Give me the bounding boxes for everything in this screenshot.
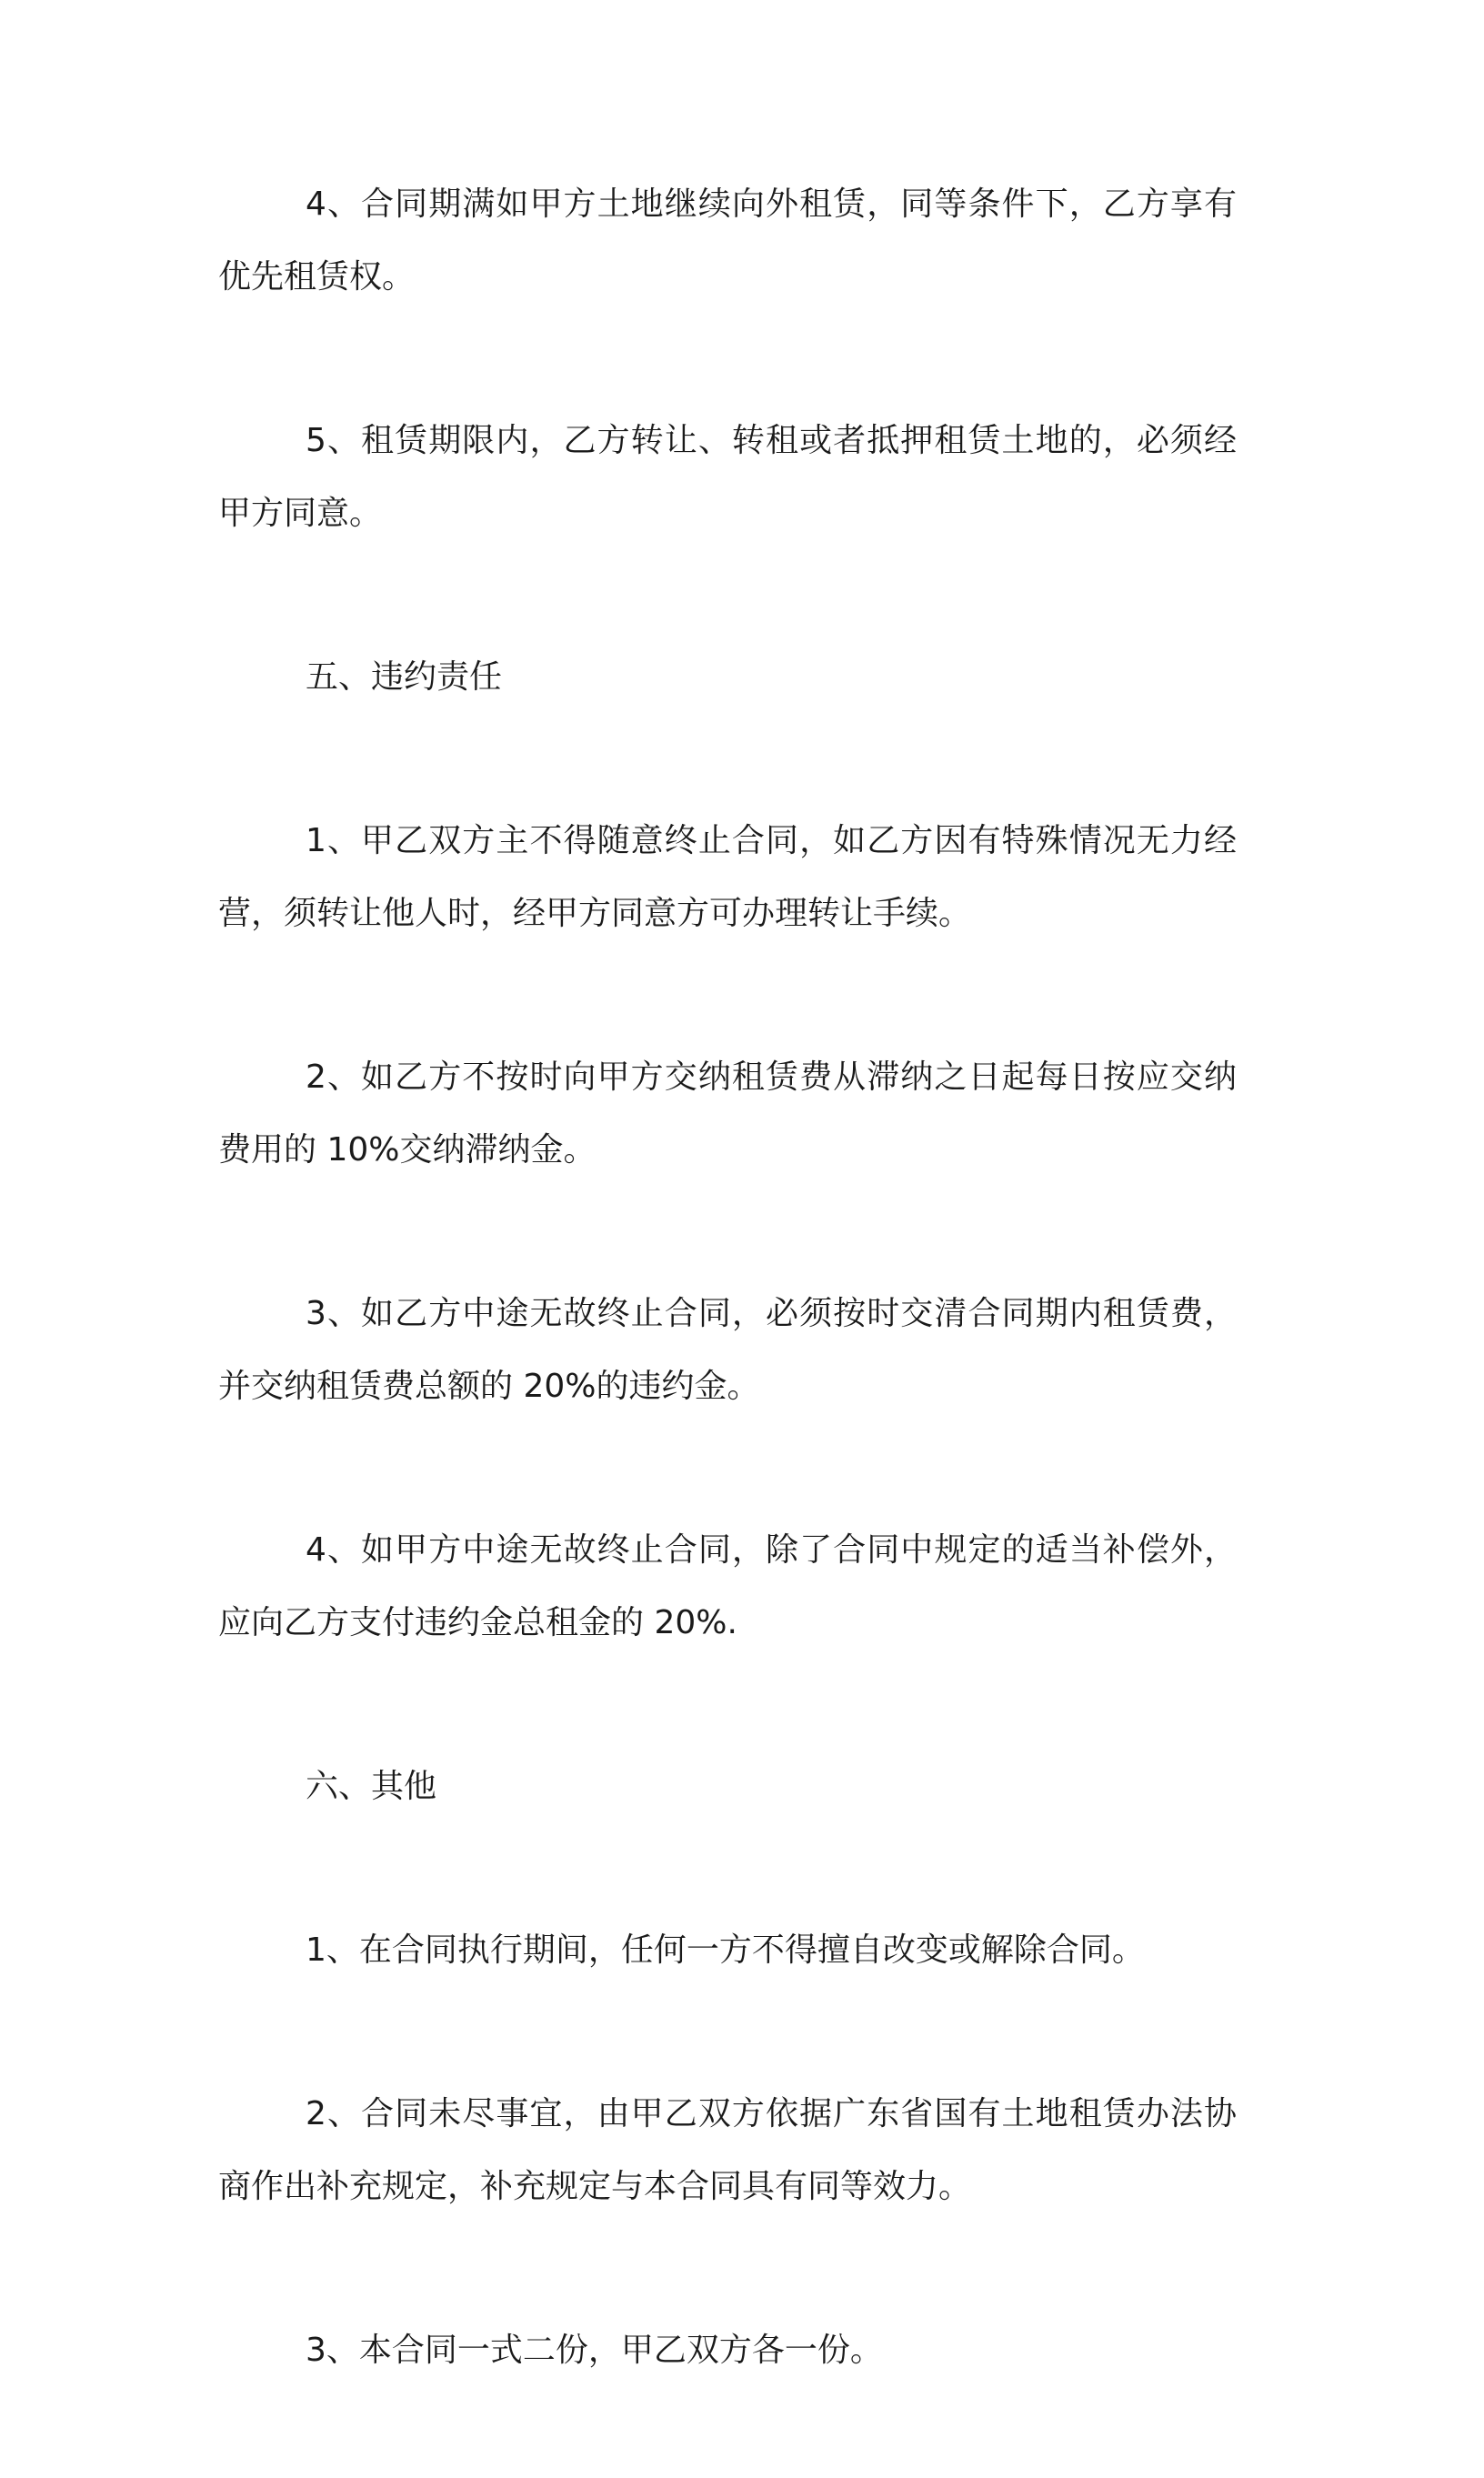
document-body: [218, 168, 1237, 2478]
other-clause-1: 1、在合同执行期间，任何一方不得擅自改变或解除合同。: [306, 1931, 1145, 1969]
breach-clause-2: 2、如乙方不按时向甲方交纳租赁费从滞纳之日起每日按应交纳费用的 10%交纳滞纳金。: [218, 1058, 1237, 1169]
clause-5-transfer-consent: 5、租赁期限内，乙方转让、转租或者抵押租赁土地的，必须经甲方同意。: [218, 422, 1237, 532]
breach-clause-1: 1、甲乙双方主不得随意终止合同，如乙方因有特殊情况无力经营，须转让他人时，经甲方同意方可办理转让手续。: [218, 822, 1237, 932]
other-clause-2: 2、合同未尽事宜，由甲乙双方依据广东省国有土地租赁办法协商作出补充规定，补充规定与本合同具有同等效力。: [218, 2095, 1237, 2205]
clause-4-renewal-priority: 4、合同期满如甲方土地继续向外租赁，同等条件下，乙方享有优先租赁权。: [218, 186, 1237, 296]
other-clause-3: 3、本合同一式二份，甲乙双方各一份。: [306, 2332, 883, 2369]
breach-clause-3: 3、如乙方中途无故终止合同，必须按时交清合同期内租赁费，并交纳租赁费总额的 20%的违约金。: [218, 1295, 1237, 1405]
section-heading-breach-liability: 五、违约责任: [306, 658, 503, 696]
section-heading-other: 六、其他: [306, 1768, 437, 1805]
breach-clause-4: 4、如甲方中途无故终止合同，除了合同中规定的适当补偿外，应向乙方支付违约金总租金的 20%.: [218, 1531, 1237, 1641]
